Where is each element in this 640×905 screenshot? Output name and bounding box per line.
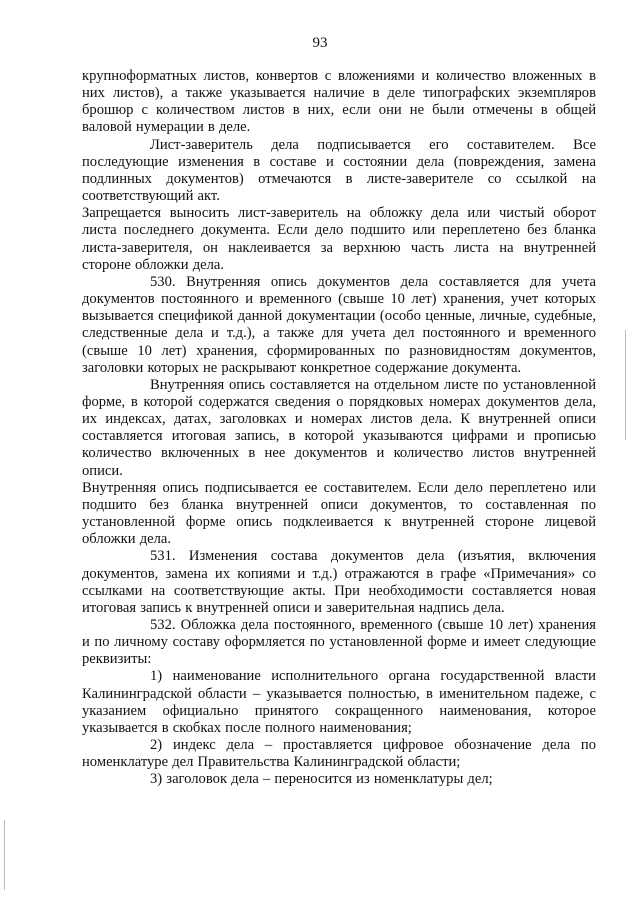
paragraph: Лист-заверитель дела подписывается его составителем. Все последующие изменения в составе и состоянии дела (повреждения, замена подлинных документов) отмечаются в листе-заверителе со ссылкой на соответствующий акт. (82, 136, 596, 205)
page-number: 93 (312, 35, 328, 51)
scan-edge-mark (4, 820, 5, 890)
document-body (82, 68, 596, 789)
paragraph-item-532: 532. Обложка дела постоянного, временного (свыше 10 лет) хранения и по личному составу оформляется по установленной форме и имеет следующие реквизиты: (82, 617, 596, 668)
paragraph: Запрещается выносить лист-заверитель на обложку дела или чистый оборот листа последнего документа. Если дело подшито или переплетено без бланка листа-заверителя, он наклеивается за верхнюю часть листа на внутренней стороне обложки дела. (82, 205, 596, 273)
paragraph: Внутренняя опись подписывается ее составителем. Если дело переплетено или подшито без бланка внутренней описи документов, то составленная по установленной форме опись подклеивается к внутренней стороне лицевой обложки дела. (82, 479, 596, 548)
paragraph-item-530: 530. Внутренняя опись документов дела составляется для учета документов постоянного и временного (свыше 10 лет) хранения, учет которых вызывается спецификой данной документации (особо ценные, личные, судебные, следственные дела и т.д.), а также для учета дел постоянного и временного (свыше 10 лет) хранения, сформированных по разновидностям документов, заголовки которых не раскрывают конкретное содержание документа. (82, 273, 596, 376)
list-item-1: 1) наименование исполнительного органа государственной власти Калининградской области – указывается полностью, в именительном падеже, с указанием официально принятого сокращенного наименования, которое указывается в скобках после полного наименования; (82, 668, 596, 736)
scan-edge-mark (625, 330, 626, 440)
paragraph: крупноформатных листов, конвертов с вложениями и количество вложенных в них листов), а также указывается наличие в деле типографских экземпляров брошюр с количеством листов в них, если они не были отмечены в общей валовой нумерации в деле. (82, 68, 596, 136)
list-item-3: 3) заголовок дела – переносится из номенклатуры дел; (150, 771, 493, 788)
list-item-2: 2) индекс дела – проставляется цифровое обозначение дела по номенклатуре дел Правительства Калининградской области; (82, 737, 596, 771)
paragraph-item-531: 531. Изменения состава документов дела (изъятия, включения документов, замена их копиями и т.д.) отражаются в графе «Примечания» со ссылками на соответствующие акты. При необходимости составляется новая итоговая запись к внутренней описи и заверительная надпись дела. (82, 548, 596, 616)
paragraph: Внутренняя опись составляется на отдельном листе по установленной форме, в которой содержатся сведения о порядковых номерах документов дела, их индексах, датах, заголовках и номерах листов дела. К внутренней описи составляется итоговая запись, в которой указываются цифрами и прописью количество включенных в нее документов и количество листов внутренней описи. (82, 376, 596, 479)
